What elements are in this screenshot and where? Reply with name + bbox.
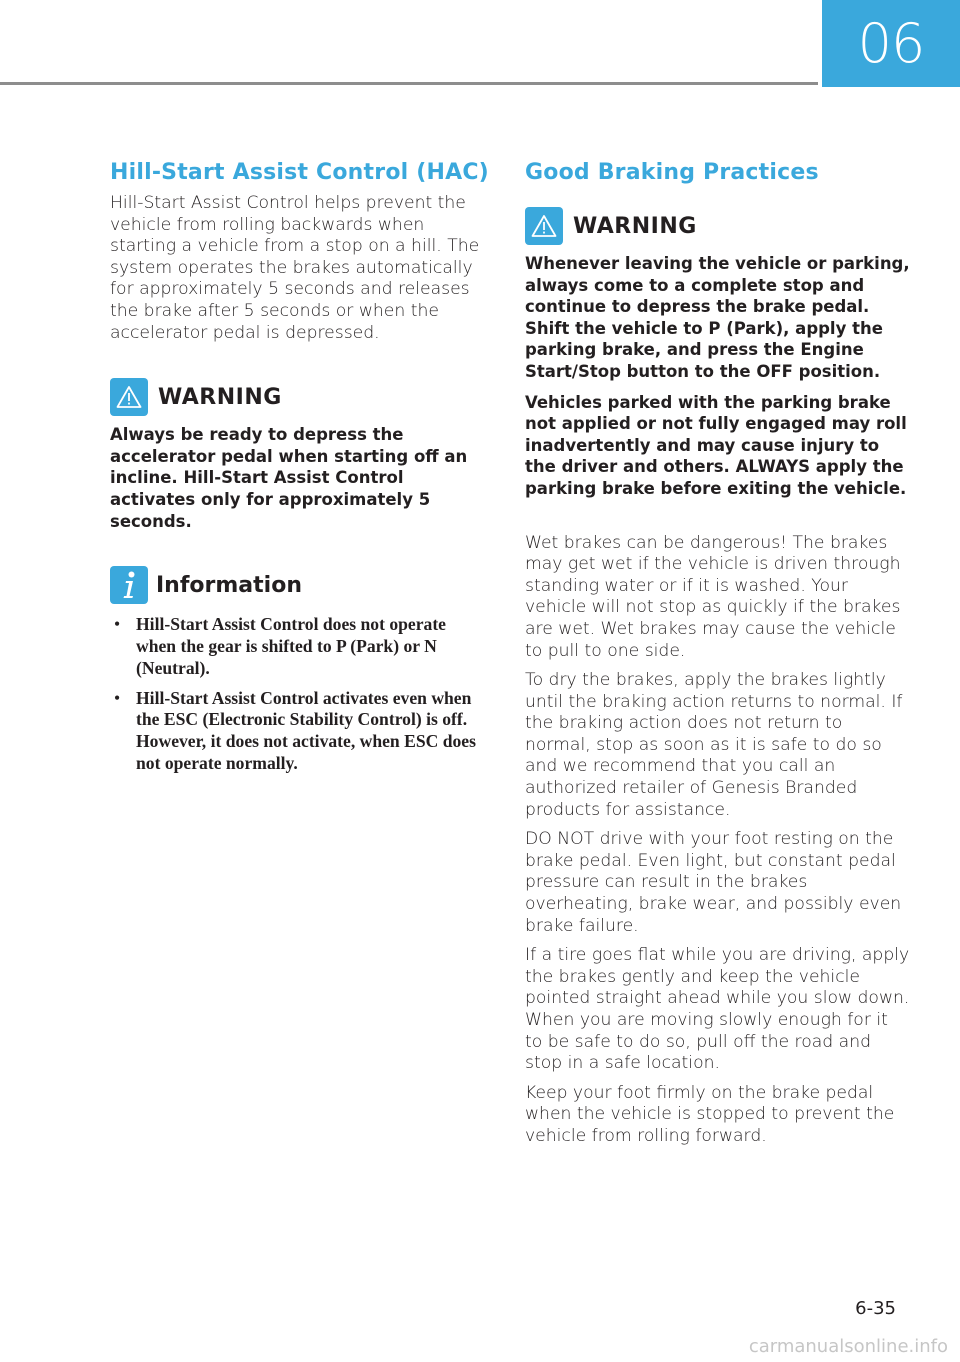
section-title-braking: Good Braking Practices (525, 160, 819, 185)
watermark: carmanualsonline.info (748, 1336, 948, 1357)
warning-header (525, 207, 910, 245)
warning-triangle-icon (110, 378, 148, 416)
spacer (525, 509, 910, 533)
chapter-number: 06 (857, 12, 925, 75)
warning-paragraph: Whenever leaving the vehicle or parking, always come to a complete stop and continue to depress the brake pedal. Shift the vehicle to P (Park), apply the parking brake, and press the Engine Start/Stop button to the OFF position. (525, 254, 910, 381)
body-paragraph: If a tire goes flat while you are driving, apply the brakes gently and keep the vehicle pointed straight ahead while you slow down. When you are moving slowly enough for it to be safe to do so, pull off the road and stop in a safe location. (525, 945, 910, 1074)
section-title-hac: Hill-Start Assist Control (HAC) (110, 160, 489, 185)
body-paragraph: DO NOT drive with your foot resting on the brake pedal. Even light, but constant pedal pressure can result in the brakes overheating, brake wear, and possibly even brake failure. (525, 829, 902, 936)
page-number: 6-35 (855, 1298, 896, 1319)
warning-header (110, 378, 490, 416)
body-paragraph: Keep your foot firmly on the brake pedal when the vehicle is stopped to prevent the vehicle from rolling forward. (525, 1082, 895, 1146)
warning-text: Always be ready to depress the accelerator pedal when starting off an incline. Hill-Start Assist Control activates only for approximately 5 seconds. (110, 425, 468, 531)
bullet: • (114, 687, 121, 708)
information-header (110, 566, 490, 604)
header-rule (0, 82, 818, 85)
left-column (110, 160, 490, 783)
warning-triangle-icon (525, 207, 563, 245)
information-title: Information (156, 572, 302, 598)
body-paragraph: Wet brakes can be dangerous! The brakes may get wet if the vehicle is driven through standing water or if it is washed. Your vehicle will not stop as quickly if the brakes are wet. Wet brakes may cause the vehicle to pull to one side. (525, 532, 901, 661)
bullet: • (114, 614, 121, 635)
information-item-text: Hill-Start Assist Control activates even when the ESC (Electronic Stability Control) is off. However, it does not activate, when ESC does not operate normally. (136, 687, 476, 773)
warning-title: WARNING (158, 384, 282, 410)
info-icon (110, 566, 148, 604)
chapter-tab (822, 0, 960, 87)
warning-paragraph: Vehicles parked with the parking brake not applied or not fully engaged may roll inadvertently and may cause injury to the driver and others. ALWAYS apply the parking brake before exiting the vehicle. (525, 392, 907, 498)
information-item (110, 614, 490, 679)
information-item (110, 688, 490, 775)
body-paragraph: To dry the brakes, apply the brakes lightly until the braking action returns to normal. If the braking action does not return to normal, stop as soon as it is safe to do so and we recommend that you call an authorized retailer of Genesis Branded products for assistance. (525, 670, 903, 820)
hac-intro: Hill-Start Assist Control helps prevent the vehicle from rolling backwards when starting a vehicle from a stop on a hill. The system operates the brakes automatically for approximately 5 seconds and releases the brake after 5 seconds or when the accelerator pedal is depressed. (110, 193, 480, 343)
right-column (525, 160, 910, 1156)
information-item-text: Hill-Start Assist Control does not operate when the gear is shifted to P (Park) or N (Neutral). (136, 614, 446, 678)
information-list (110, 614, 490, 775)
warning-title: WARNING (573, 213, 697, 239)
